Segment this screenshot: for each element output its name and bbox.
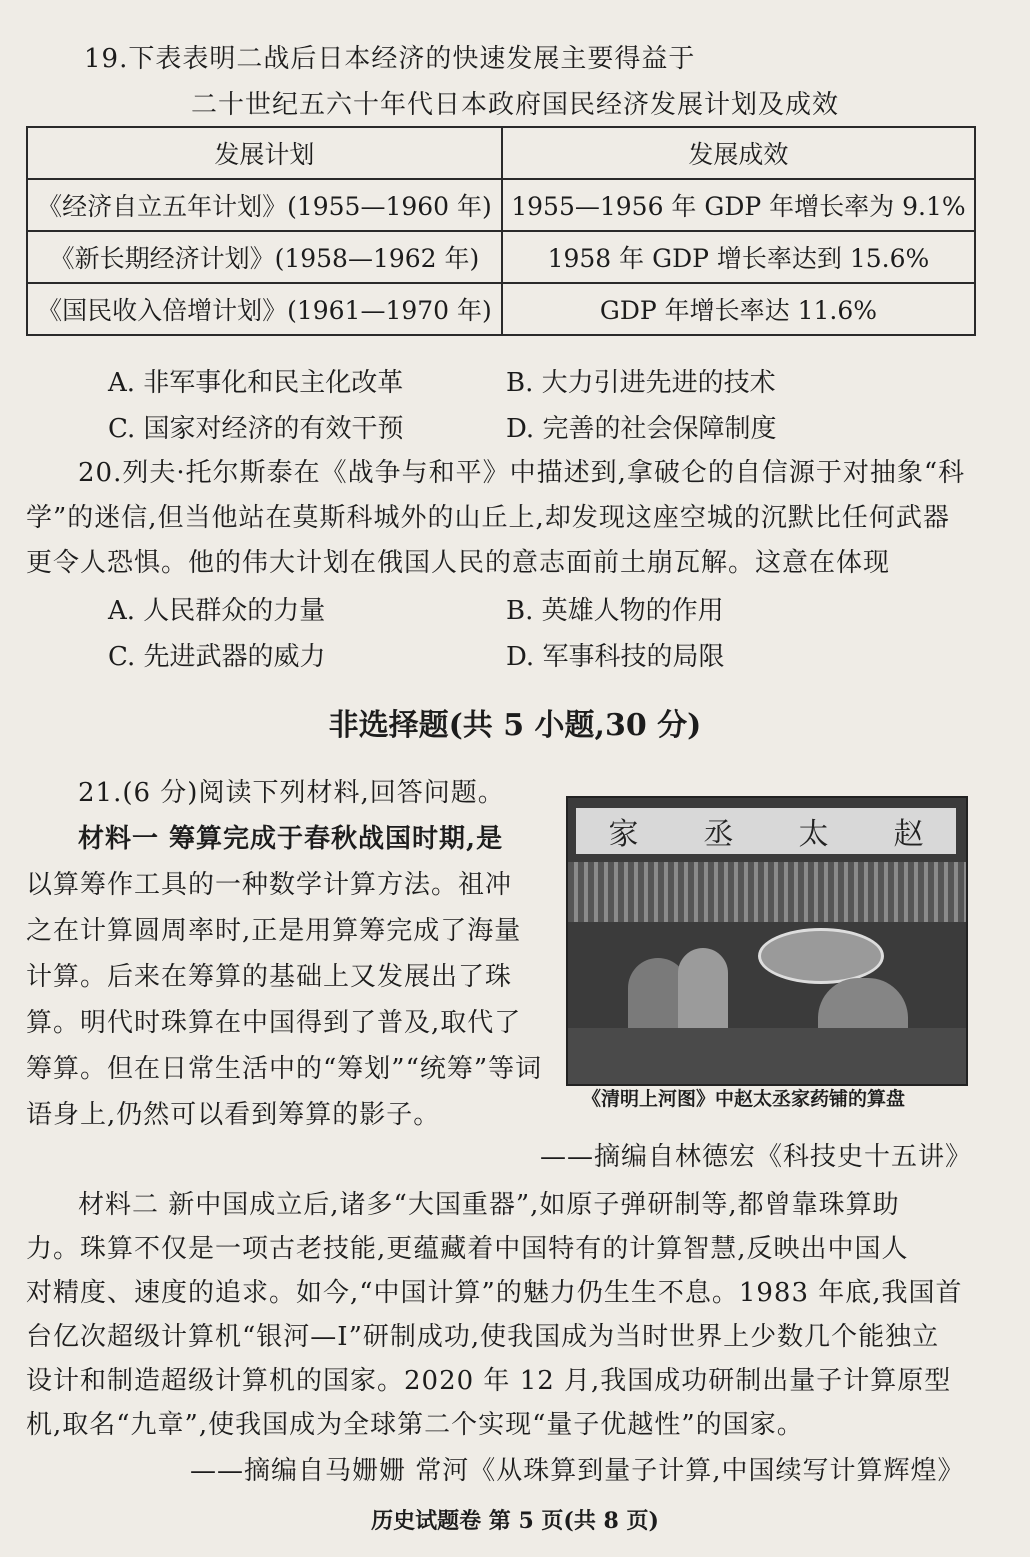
material-one-line: 筹算。但在日常生活中的“筹划”“统筹”等词 [26, 1054, 543, 1084]
material-one-line: 以算筹作工具的一种数学计算方法。祖冲 [26, 870, 513, 900]
table-cell: 《国民收入倍增计划》(1961—1970 年) [27, 283, 502, 335]
abacus-shape [758, 928, 884, 984]
abacus-painting-image [566, 796, 968, 1086]
awning-shape [568, 862, 966, 922]
material-two-line: 对精度、速度的追求。如今,“中国计算”的魅力仍生生不息。1983 年底,我国首 [26, 1278, 963, 1308]
sign-char: 太 [798, 817, 829, 852]
q20-line-3: 更令人恐惧。他的伟大计划在俄国人民的意志面前土崩瓦解。这意在体现 [26, 548, 891, 578]
table-row [27, 283, 975, 335]
sign-char: 赵 [893, 817, 924, 852]
material-two-source: ——摘编自马姗姗 常河《从珠算到量子计算,中国续写计算辉煌》 [190, 1456, 965, 1486]
table-row [27, 231, 975, 283]
table-cell: 《新长期经济计划》(1958—1962 年) [27, 231, 502, 283]
material-one-line: 之在计算圆周率时,正是用算筹完成了海量 [26, 916, 522, 946]
table-cell: 1955—1956 年 GDP 年增长率为 9.1% [502, 179, 975, 231]
counter-shape [568, 1028, 966, 1086]
material-two-line: 机,取名“九章”,使我国成为全球第二个实现“量子优越性”的国家。 [26, 1410, 804, 1440]
material-one-line: 算。明代时珠算在中国得到了普及,取代了 [26, 1008, 522, 1038]
q20-option-b: B. 英雄人物的作用 [506, 596, 724, 626]
material-two-line: 设计和制造超级计算机的国家。2020 年 12 月,我国成功研制出量子计算原型 [26, 1366, 952, 1396]
q19-option-c: C. 国家对经济的有效干预 [108, 414, 404, 444]
q19-stem: 19.下表表明二战后日本经济的快速发展主要得益于 [84, 44, 696, 74]
q19-option-b: B. 大力引进先进的技术 [506, 368, 776, 398]
material-two-line: 台亿次超级计算机“银河—I”研制成功,使我国成为当时世界上少数几个能独立 [26, 1322, 940, 1352]
q19-option-a: A. 非军事化和民主化改革 [108, 368, 404, 398]
table-cell: GDP 年增长率达 11.6% [502, 283, 975, 335]
table-row [27, 179, 975, 231]
q20-option-a: A. 人民群众的力量 [108, 596, 326, 626]
q20-option-c: C. 先进武器的威力 [108, 642, 326, 672]
q19-option-d: D. 完善的社会保障制度 [506, 414, 777, 444]
table-cell: 《经济自立五年计划》(1955—1960 年) [27, 179, 502, 231]
table-header-cell: 发展成效 [502, 127, 975, 179]
material-two-line: 材料二 新中国成立后,诸多“大国重器”,如原子弹研制等,都曾靠珠算助 [78, 1190, 900, 1220]
material-one-line: 材料一 筹算完成于春秋战国时期,是 [78, 824, 504, 854]
table-header-cell: 发展计划 [27, 127, 502, 179]
material-two-line: 力。珠算不仅是一项古老技能,更蕴藏着中国特有的计算智慧,反映出中国人 [26, 1234, 909, 1264]
plan-table [26, 126, 976, 336]
material-one-line: 语身上,仍然可以看到筹算的影子。 [26, 1100, 441, 1130]
table-header-row [27, 127, 975, 179]
section-title: 非选择题(共 5 小题,30 分) [328, 708, 702, 743]
q20-line-2: 学”的迷信,但当他站在莫斯科城外的山丘上,却发现这座空城的沉默比任何武器 [26, 503, 950, 533]
sign-char: 丞 [703, 817, 734, 852]
page-footer: 历史试题卷 第 5 页(共 8 页) [371, 1508, 659, 1534]
material-one-line: 计算。后来在筹算的基础上又发展出了珠 [26, 962, 513, 992]
shop-sign [576, 808, 956, 854]
image-caption: 《清明上河图》中赵太丞家药铺的算盘 [582, 1088, 906, 1110]
table-cell: 1958 年 GDP 增长率达到 15.6% [502, 231, 975, 283]
table-title: 二十世纪五六十年代日本政府国民经济发展计划及成效 [190, 90, 839, 120]
sign-char: 家 [608, 817, 639, 852]
q20-line-1: 20.列夫·托尔斯泰在《战争与和平》中描述到,拿破仑的自信源于对抽象“科 [78, 458, 966, 488]
q21-stem: 21.(6 分)阅读下列材料,回答问题。 [78, 778, 505, 808]
material-one-source: ——摘编自林德宏《科技史十五讲》 [540, 1142, 973, 1172]
q20-option-d: D. 军事科技的局限 [506, 642, 725, 672]
